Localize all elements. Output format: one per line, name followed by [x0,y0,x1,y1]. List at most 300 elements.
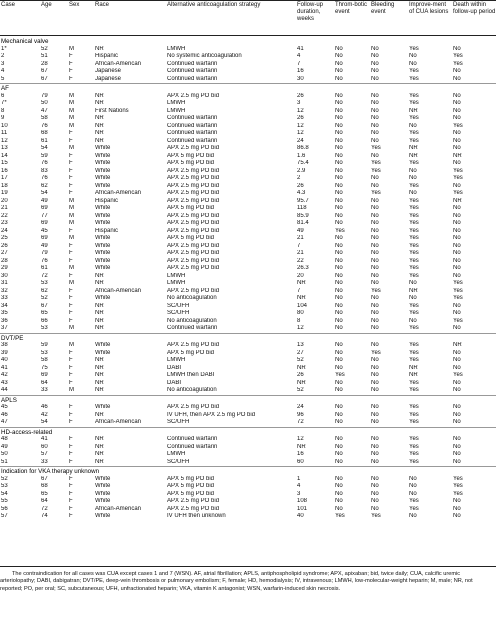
cell-sex: F [69,130,73,136]
cell-sex: M [69,45,74,52]
cell-strategy: APX 5 mg PO bid [167,160,215,166]
cell-strategy: LMWH [167,45,186,52]
cell-thrombotic: No [335,505,343,512]
table-row [0,108,496,116]
cell-case: 37 [1,325,8,331]
cell-death: No [453,212,461,219]
cell-bleeding: No [371,458,379,465]
cell-sex: F [69,182,73,189]
cell-case: 11 [1,130,8,136]
table-row [0,265,496,273]
cell-case: 27 [1,250,8,256]
cell-sex: F [69,513,73,519]
cell-improvement: Yes [409,197,419,204]
cell-case: 23 [1,220,8,226]
cell-race: NR [95,325,104,331]
cell-death: NR [453,152,462,159]
group-header-row [0,467,496,476]
cell-follow-up: NR [297,295,306,301]
cell-age: 58 [41,357,48,363]
cell-race: NR [95,387,104,393]
cell-improvement: Yes [409,205,419,211]
cell-age: 64 [41,379,48,386]
cell-death: No [453,100,461,106]
cell-thrombotic: No [335,190,343,196]
cell-strategy: No anticoagulation [167,387,217,393]
cell-thrombotic: No [335,115,343,121]
cell-sex: M [69,197,74,204]
cell-follow-up: 8 [297,317,301,324]
cell-case: 12 [1,137,8,144]
cell-follow-up: 4 [297,53,301,59]
cell-age: 41 [41,436,48,442]
cell-bleeding: No [371,152,379,159]
cell-death: Yes [453,190,463,196]
cell-case: 56 [1,505,8,512]
cell-sex: F [69,227,73,234]
cell-bleeding: Yes [371,349,381,356]
cell-age: 53 [41,280,48,286]
cell-age: 60 [41,443,48,450]
cell-death: No [453,404,461,410]
cell-case: 18 [1,182,8,189]
col-header-thrombotic: Throm-botic event [335,2,368,15]
cell-age: 62 [41,287,48,294]
cell-case: 17 [1,175,8,181]
cell-race: NR [95,280,104,286]
cell-follow-up: 2 [297,175,301,181]
cell-improvement: Yes [409,115,419,121]
cell-sex: M [69,212,74,219]
cell-sex: F [69,357,73,363]
cell-age: 66 [41,317,48,324]
table-row [0,61,496,69]
cell-sex: F [69,242,73,249]
cell-age: 67 [41,475,48,482]
cell-case: 21 [1,205,8,211]
cell-race: White [95,220,111,226]
table-row [0,310,496,318]
cell-death: Yes [453,175,463,181]
cell-age: 69 [41,235,48,241]
cell-strategy: APX 2.5 mg PO bid [167,265,220,271]
cell-age: 76 [41,122,48,129]
cell-bleeding: No [371,379,379,386]
cell-bleeding: No [371,411,379,418]
cell-improvement: No [409,483,417,489]
cell-strategy: Continued warfarin [167,68,218,74]
cell-race: NR [95,137,104,144]
cell-case: 48 [1,436,8,442]
table-row [0,220,496,228]
cell-improvement: Yes [409,451,419,457]
cell-race: Hispanic [95,197,119,204]
cell-death: Yes [453,60,463,67]
cell-follow-up: 13 [297,342,304,348]
cell-improvement: Yes [409,130,419,136]
cell-thrombotic: No [335,75,343,82]
col-header-follow-up: Follow-up duration, weeks [297,2,324,22]
cell-race: NR [95,357,104,363]
cell-sex: F [69,475,73,482]
cell-follow-up: 12 [297,325,304,331]
cell-death: No [453,513,461,519]
cell-strategy: Continued warfarin [167,130,218,136]
cell-race: White [95,250,111,256]
table-row [0,115,496,123]
table-row [0,93,496,101]
cell-thrombotic: No [335,357,343,363]
cell-thrombotic: No [335,182,343,189]
cell-improvement: Yes [409,182,419,189]
cell-death: No [453,302,461,309]
cell-strategy: Continued warfarin [167,122,218,129]
cell-thrombotic: No [335,167,343,174]
cell-bleeding: No [371,92,379,99]
cell-age: 42 [41,411,48,418]
cell-follow-up: 1.6 [297,152,306,159]
header-bottom-rule [0,35,496,36]
cell-age: 67 [41,68,48,74]
cell-age: 65 [41,490,48,497]
cell-case: 6 [1,92,5,99]
cell-follow-up: 118 [297,205,307,211]
cell-strategy: APX 2.5 mg PO bid [167,182,220,189]
cell-follow-up: 41 [297,45,304,52]
cell-improvement: Yes [409,257,419,264]
cell-bleeding: No [371,220,379,226]
col-header-race: Race [95,2,110,8]
cell-race: NR [95,130,104,136]
cell-follow-up: 12 [297,436,304,442]
cell-thrombotic: No [335,349,343,356]
cell-death: Yes [453,475,463,482]
table-row [0,350,496,358]
cell-sex: M [69,342,74,348]
cell-follow-up: 40 [297,513,304,519]
cell-bleeding: No [371,53,379,59]
cell-follow-up: 21 [297,235,304,241]
cell-death: No [453,235,461,241]
cell-age: 52 [41,295,48,301]
cell-strategy: SC/UFH [167,310,190,316]
cell-bleeding: No [371,419,379,425]
cell-thrombotic: No [335,45,343,52]
cell-bleeding: Yes [371,160,381,166]
table-row [0,153,496,161]
cell-race: White [95,342,111,348]
cell-thrombotic: No [335,205,343,211]
cell-age: 50 [41,100,48,106]
cell-follow-up: 12 [297,122,304,129]
table-footnote: The contraindication for all cases was CUA except cases 1 and 7 (WSN). AF, atrial fibrillation; APLS, antiphospholipid syndrome; APX, apixaban; bid, twice daily; CUA, calcific uremic arteriolopathy; DABI, dabigatran; DVT/PE, deep-vein thrombosis or pulmonary embolism; F, female; HD, hemodialysis; IV, intravenous; LMWH, low-molecular-weight heparin; M, male; NR, not reported; PO, per oral; SC, subcutaneous; UFH, unfractionated heparin; VKA, vitamin K antagonist; WSN, warfarin-induced skin necrosis. [0,571,473,592]
cell-race: White [95,513,111,519]
cell-improvement: Yes [409,235,419,241]
cell-thrombotic: No [335,152,343,159]
cell-improvement: Yes [409,302,419,309]
cell-improvement: Yes [409,419,419,425]
header-row [0,0,496,34]
cell-case: 28 [1,257,8,264]
cell-death: No [453,387,461,393]
cell-bleeding: No [371,295,379,301]
cell-bleeding: No [371,182,379,189]
cell-age: 52 [41,45,48,52]
cell-follow-up: 75.4 [297,160,309,166]
cell-race: White [95,257,111,264]
cell-case: 3 [1,60,5,67]
cell-thrombotic: No [335,387,343,393]
cell-follow-up: 95.7 [297,197,309,204]
cell-improvement: Yes [409,498,419,504]
cell-age: 65 [41,310,48,316]
cell-follow-up: 30 [297,75,304,82]
cell-sex: F [69,498,73,504]
cell-race: White [95,483,111,489]
cell-sex: F [69,302,73,309]
cell-strategy: APX 2.5 mg PO bid [167,92,220,99]
cell-strategy: LMWH [167,357,186,363]
cell-thrombotic: No [335,317,343,324]
cell-thrombotic: No [335,458,343,465]
cell-strategy: APX 2.5 mg PO bid [167,190,220,196]
cell-death: NR [453,197,462,204]
cell-case: 32 [1,287,8,294]
group-title: AF [0,84,496,93]
cell-improvement: Yes [409,45,419,52]
cell-follow-up: 12 [297,107,304,114]
cell-follow-up: 7 [297,287,301,294]
cell-strategy: APX 2.5 mg PO bid [167,342,220,348]
cell-follow-up: 108 [297,498,308,504]
cell-age: 45 [41,227,48,234]
cell-improvement: Yes [409,411,419,418]
cell-improvement: Yes [409,75,419,82]
cell-bleeding: No [371,505,379,512]
cell-case: 40 [1,357,8,363]
cell-bleeding: Yes [371,190,381,196]
cell-thrombotic: No [335,92,343,99]
cell-sex: F [69,317,73,324]
cell-sex: F [69,379,73,386]
table-row [0,258,496,266]
cell-strategy: APX 5 mg PO bid [167,483,215,489]
cell-strategy: APX 2.5 mg PO bid [167,257,220,264]
cell-improvement: No [409,167,417,174]
cell-strategy: APX 2.5 mg PO bid [167,220,220,226]
table-row [0,273,496,281]
cell-race: Japanese [95,75,122,82]
cell-death: Yes [453,490,463,497]
cell-case: 53 [1,483,8,489]
cell-thrombotic: No [335,53,343,59]
cell-age: 67 [41,75,48,82]
cell-case: 1* [1,45,7,52]
cell-follow-up: 26 [297,92,304,99]
cell-age: 28 [41,60,48,67]
table-row [0,419,496,427]
cell-strategy: APX 5 mg PO bid [167,490,215,497]
cell-case: 24 [1,227,8,234]
cell-improvement: Yes [409,265,419,271]
cell-follow-up: 20 [297,272,304,279]
cell-strategy: LMWH [167,451,186,457]
cell-death: No [453,227,461,234]
table-row [0,205,496,213]
cell-death: No [453,310,461,316]
cell-thrombotic: No [335,310,343,316]
cell-thrombotic: No [335,212,343,219]
cell-death: No [453,349,461,356]
table-row [0,436,496,444]
cell-thrombotic: No [335,235,343,241]
cell-race: NR [95,372,104,378]
cell-follow-up: 7 [297,60,301,67]
cell-race: Hispanic [95,53,119,59]
cell-case: 4 [1,68,5,74]
cell-race: White [95,167,111,174]
cell-follow-up: 24 [297,404,304,410]
cell-death: No [453,45,461,52]
cell-case: 55 [1,498,8,504]
cell-sex: F [69,419,73,425]
cell-death: No [453,411,461,418]
cell-thrombotic: Yes [335,513,345,519]
cell-strategy: APX 2.5 mg PO bid [167,145,220,151]
cell-case: 29 [1,265,8,271]
cell-follow-up: 26 [297,182,304,189]
cell-thrombotic: No [335,160,343,166]
cell-strategy: APX 5 mg PO bid [167,235,215,241]
cell-race: NR [95,458,104,465]
table-row [0,372,496,380]
cell-strategy: Continued warfarin [167,75,218,82]
cell-strategy: LMWH [167,100,186,106]
cell-improvement: No [409,60,417,67]
cell-age: 33 [41,458,48,465]
cell-sex: F [69,167,73,174]
cell-bleeding: No [371,342,379,348]
cell-thrombotic: No [335,122,343,129]
cell-bleeding: Yes [371,287,381,294]
cell-age: 49 [41,242,48,249]
cell-race: First Nations [95,107,129,114]
table-row [0,243,496,251]
cell-case: 30 [1,272,8,279]
cell-bleeding: No [371,317,379,324]
cell-age: 77 [41,212,48,219]
cell-case: 33 [1,295,8,301]
cell-strategy: IV UFH then unknown [167,513,226,519]
cell-strategy: Continued warfarin [167,436,218,442]
cell-race: White [95,295,111,301]
cell-thrombotic: No [335,295,343,301]
cell-thrombotic: No [335,451,343,457]
cell-thrombotic: No [335,100,343,106]
cell-strategy: Continued warfarin [167,325,218,331]
cell-race: White [95,145,111,151]
cell-race: African-American [95,190,142,196]
col-header-age: Age [41,2,52,8]
cell-age: 64 [41,498,48,504]
cell-race: African-American [95,287,142,294]
cell-sex: F [69,257,73,264]
table-row [0,100,496,108]
table-row [0,76,496,84]
cell-race: African-American [95,505,142,512]
cell-strategy: APX 2.5 mg PO bid [167,505,220,512]
cell-sex: F [69,190,73,196]
cell-race: White [95,205,111,211]
cell-follow-up: NR [297,443,306,450]
cell-strategy: APX 5 mg PO bid [167,475,215,482]
cell-case: 14 [1,152,8,159]
group-title: Indication for VKA therapy unknown [0,467,496,476]
cell-thrombotic: No [335,419,343,425]
table-row [0,190,496,198]
cell-thrombotic: Yes [335,227,345,234]
cell-follow-up: 21 [297,250,304,256]
cell-bleeding: No [371,137,379,144]
cell-race: White [95,475,111,482]
cell-improvement: Yes [409,100,419,106]
cell-thrombotic: No [335,137,343,144]
cell-case: 8 [1,107,5,114]
cell-race: Japanese [95,68,122,74]
cell-bleeding: No [371,75,379,82]
col-header-bleeding: Bleeding event [371,2,395,15]
cell-age: 59 [41,342,48,348]
cell-death: No [453,364,461,371]
cell-age: 61 [41,137,48,144]
cell-improvement: Yes [409,443,419,450]
cell-follow-up: 7 [297,242,301,249]
cell-age: 58 [41,115,48,121]
cell-improvement: No [409,317,417,324]
cell-improvement: Yes [409,325,419,331]
cell-improvement: Yes [409,212,419,219]
cell-sex: F [69,60,73,67]
cell-sex: F [69,372,73,378]
cell-case: 13 [1,145,8,151]
cell-improvement: No [409,513,417,519]
cell-thrombotic: No [335,60,343,67]
cell-age: 76 [41,160,48,166]
cell-strategy: SC/UFH [167,458,190,465]
cell-case: 54 [1,490,8,497]
table-row [0,160,496,168]
cell-bleeding: No [371,175,379,181]
cell-sex: M [69,265,74,271]
group-title: Mechanical valve [1,38,49,45]
cell-death: No [453,242,461,249]
cell-improvement: No [409,175,417,181]
cell-sex: F [69,451,73,457]
cell-race: NR [95,122,104,129]
cell-follow-up: 26 [297,372,304,378]
cell-case: 15 [1,160,8,166]
cell-improvement: Yes [409,220,419,226]
cell-death: No [453,257,461,264]
cell-race: NR [95,436,104,442]
cell-race: NR [95,45,104,52]
cell-thrombotic: No [335,242,343,249]
cell-age: 76 [41,175,48,181]
cell-death: No [453,325,461,331]
cell-strategy: SC/UFH [167,419,190,425]
cell-death: Yes [453,317,463,324]
cell-age: 69 [41,205,48,211]
